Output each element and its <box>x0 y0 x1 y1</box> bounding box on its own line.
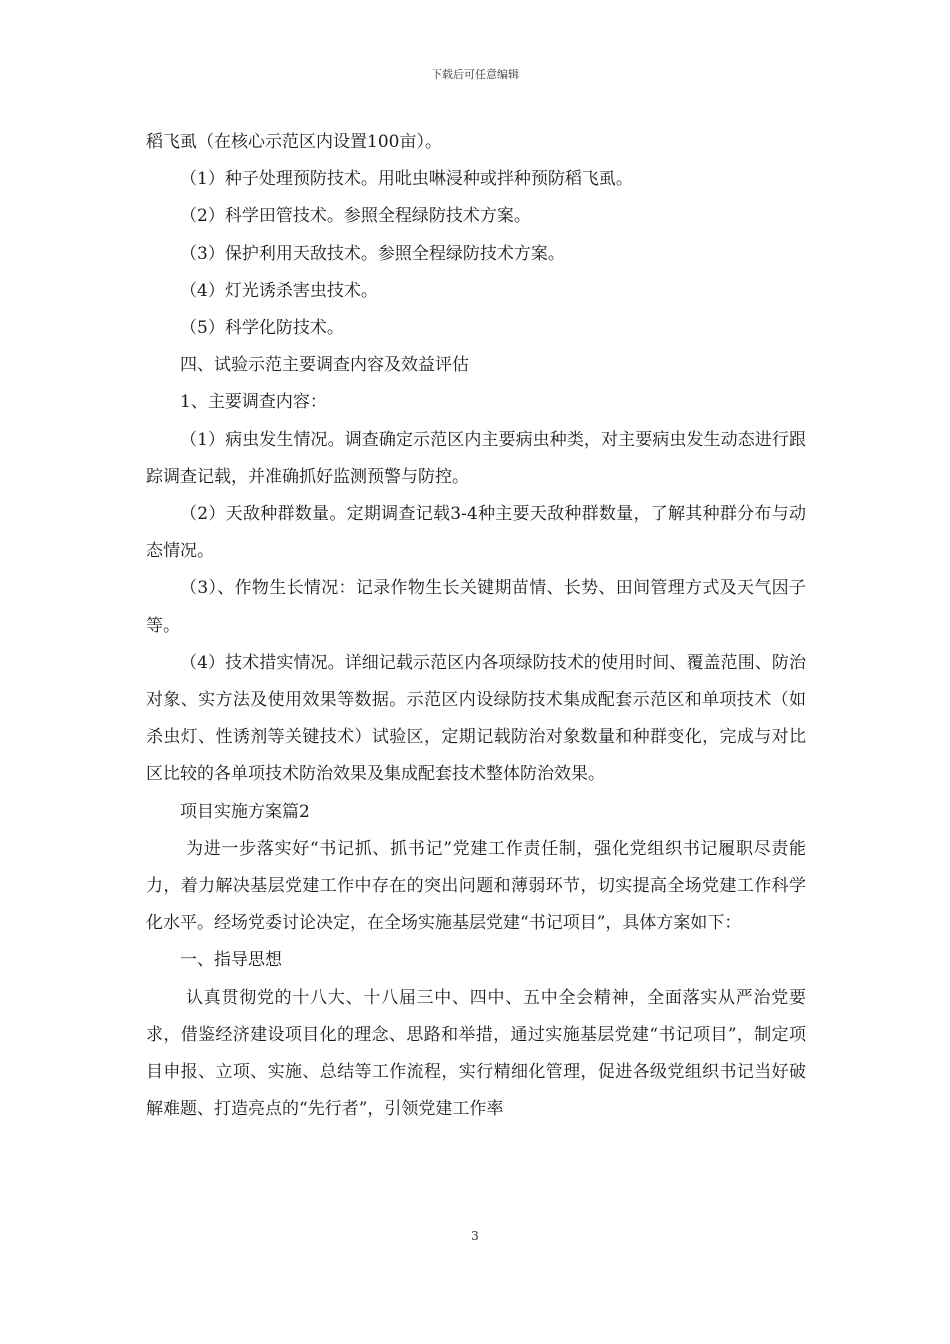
list-item: （5）科学化防技术。 <box>180 318 344 339</box>
section-heading: 四、试验示范主要调查内容及效益评估 <box>180 355 469 376</box>
paragraph: （1）病虫发生情况。调查确定示范区内主要病虫种类，对主要病虫发生动态进行跟踪调查记载，并准确抓好监测预警与防控。 <box>146 429 806 487</box>
subsection-heading: 1、主要调查内容： <box>180 392 327 413</box>
document-title: 项目实施方案篇2 <box>180 801 310 822</box>
section-heading: 一、指导思想 <box>180 950 282 971</box>
paragraph: （3）、作物生长情况：记录作物生长关键期苗情、长势、田间管理方式及天气因子等。 <box>146 578 806 636</box>
page-number: 3 <box>471 1229 479 1243</box>
page-header: 下载后可任意编辑 <box>431 68 519 81</box>
paragraph: （4）技术措实情况。详细记载示范区内各项绿防技术的使用时间、覆盖范围、防治对象、实方法及使用效果等数据。示范区内设绿防技术集成配套示范区和单项技术（如杀虫灯、性诱剂等关键技术）试验区，定期记载防治对象数量和种群变化，完成与对比区比较的各单项技术防治效果及集成配套技术整体防治效果。 <box>146 652 806 785</box>
list-item: （1）种子处理预防技术。用吡虫啉浸种或拌种预防稻飞虱。 <box>180 169 633 190</box>
list-item: （3）保护利用天敌技术。参照全程绿防技术方案。 <box>180 243 565 264</box>
paragraph-continuation: 稻飞虱（在核心示范区内设置100亩）。 <box>146 132 442 152</box>
list-item: （2）科学田管技术。参照全程绿防技术方案。 <box>180 206 531 227</box>
document-body <box>146 124 806 1128</box>
paragraph: 认真贯彻党的十八大、十八届三中、四中、五中全会精神，全面落实从严治党要求，借鉴经济建设项目化的理念、思路和举措，通过实施基层党建“书记项目”，制定项目申报、立项、实施、总结等工作流程，实行精细化管理，促进各级党组织书记当好破解难题、打造亮点的“先行者”，引领党建工作率 <box>146 987 806 1120</box>
paragraph: （2）天敌种群数量。定期调查记载3-4种主要天敌种群数量，了解其种群分布与动态情况。 <box>146 504 806 562</box>
paragraph: 为进一步落实好“书记抓、抓书记”党建工作责任制，强化党组织书记履职尽责能力，着力解决基层党建工作中存在的突出问题和薄弱环节，切实提高全场党建工作科学化水平。经场党委讨论决定，在全场实施基层党建“书记项目”，具体方案如下： <box>146 838 806 934</box>
list-item: （4）灯光诱杀害虫技术。 <box>180 280 378 301</box>
